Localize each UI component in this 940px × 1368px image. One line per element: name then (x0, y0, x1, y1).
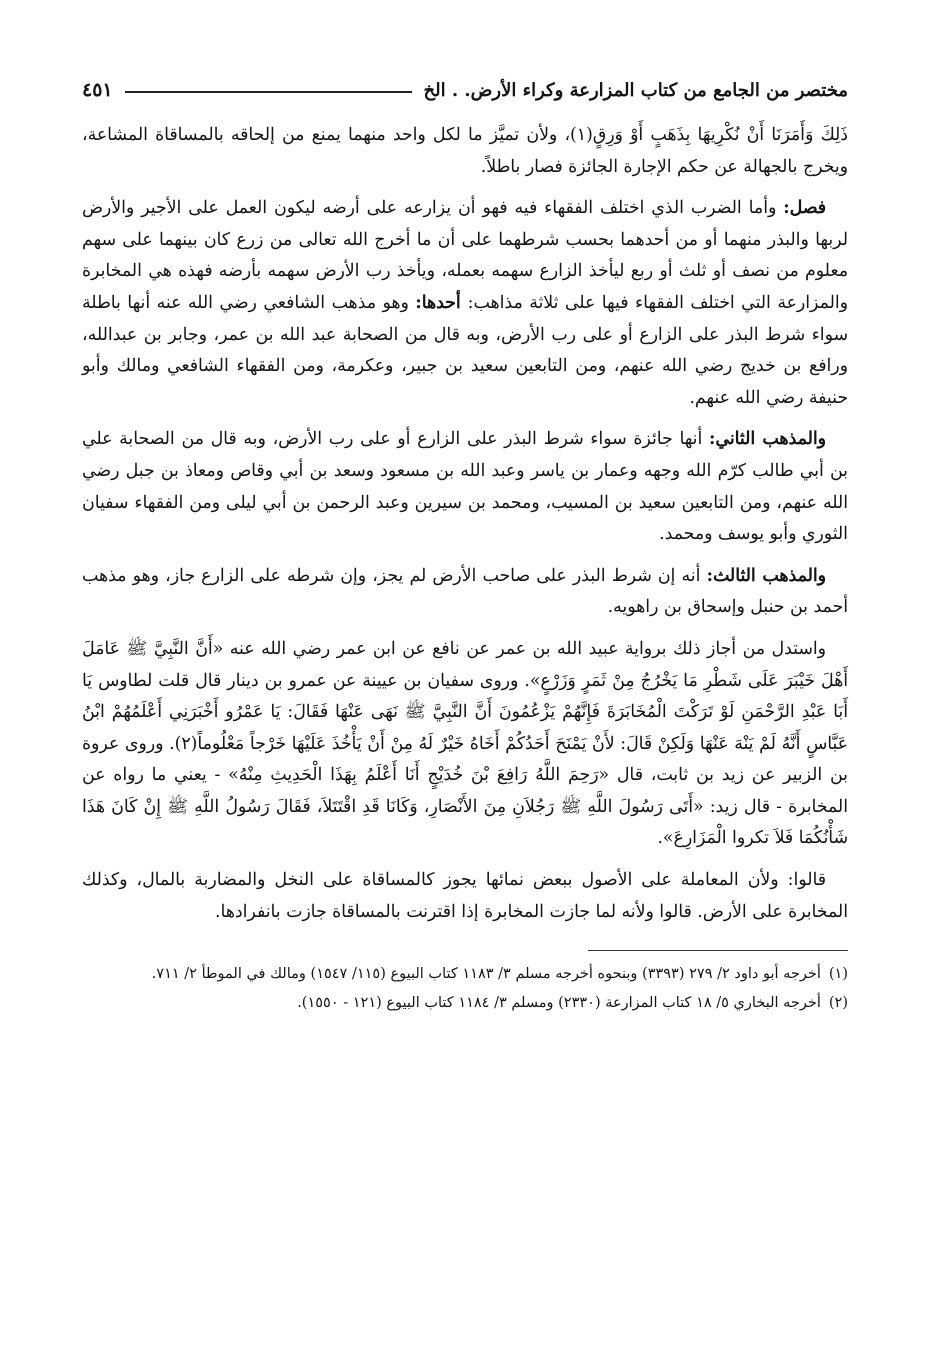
page-number: ٤٥١ (82, 79, 113, 101)
paragraph-3-text: أنها جائزة سواء شرط البذر على الزارع أو على رب الأرض، وبه قال من الصحابة علي بن أبي طالب كرّم الله وجهه وعمار بن ياسر وعبد الله بن مسعود وسعد بن أبي وقاص ومعاذ بن جبل رضي الله عنهم، ومن التابعين سعيد بن المسيب، ومحمد بن سيرين وعبد الرحمن بن أبي ليلى ومن الفقهاء سفيان الثوري وأبو يوسف ومحمد. (82, 429, 848, 545)
paragraph-4 (82, 561, 848, 624)
paragraph-2-end: وهو مذهب الشافعي رضي الله عنه أنها باطلة سواء شرط البذر على الزارع أو على رب الأرض، وبه قال من الصحابة عبد الله بن عمر، وجابر بن عبدالله، ورافع بن خديج رضي الله عنهم، ومن التابعين سعيد بن جبير، وعكرمة، ومن الفقهاء الشافعي ومالك وأبو حنيفة رضي الله عنهم. (82, 292, 848, 408)
section-heading-fasl: فصل: (783, 198, 826, 219)
footnote-number: (١) (828, 966, 848, 983)
paragraph-2 (82, 193, 848, 414)
header-rule (125, 91, 412, 93)
first-opinion-label: أحدها: (415, 292, 468, 313)
paragraph-1: ذَلِكَ وَأَمَرَنَا أَنْ نُكْرِيهَا بِذَهَبٍ أَوْ وَرِقٍ(١)، ولأن تميَّز ما لكل واحد منهما يمنع من إلحاقه بالمساقاة المشاعة، ويخرج بالجهالة عن حكم الإجارة الجائزة فصار باطلاً. (82, 125, 848, 177)
paragraph-4-text: أنه إن شرط البذر على صاحب الأرض لم يجز، وإن شرطه على الزارع جاز، وهو مذهب أحمد بن حنبل وإسحاق بن راهويه. (82, 565, 848, 618)
footnotes (82, 961, 848, 1017)
footnote-text: أخرجه البخاري ٥/ ١٨ كتاب المزارعة (٢٣٣٠) ومسلم ٣/ ١١٨٤ كتاب البيوع (١٢١ - ١٥٥٠). (297, 995, 821, 1012)
main-text (82, 120, 848, 928)
paragraph-3 (82, 424, 848, 550)
paragraph-6: قالوا: ولأن المعاملة على الأصول ببعض نمائها يجوز كالمساقاة على النخل والمضاربة بالمال، وكذلك المخابرة على الأرض. قالوا ولأنه لما جازت المخابرة إذا اقترنت بالمساقاة جازت بانفرادها. (82, 870, 848, 922)
second-opinion-label: والمذهب الثاني: (709, 429, 826, 450)
footnote-2 (82, 990, 848, 1017)
running-title: مختصر من الجامع من كتاب المزارعة وكراء الأرض. . الخ (423, 79, 848, 101)
footnote-text: أخرجه أبو داود ٢/ ٢٧٩ (٣٣٩٣) وبنحوه أخرجه مسلم ٣/ ١١٨٣ كتاب البيوع (١١٥/ ١٥٤٧) ومالك في الموطأ ٢/ ٧١١. (151, 966, 821, 983)
footnote-rule (588, 950, 848, 951)
footnote-1 (82, 961, 848, 988)
paragraph-2-text: وأما الضرب الذي اختلف الفقهاء فيه فهو أن يزارعه على أرضه ليكون العمل على الأجير والأرض لربها والبذر منهما أو من أحدهما بحسب شرطهما على أن ما أخرج الله تعالى من زرع كان بينهما على سهم معلوم من نصف أو ثلث أو ربع ليأخذ الزارع سهمه بعمله، ويأخذ رب الأرض سهمه بأرضه فهذه هي المخابرة والمزارعة التي اختلف الفقهاء فيها على ثلاثة مذاهب: (82, 198, 848, 313)
page-header (82, 70, 848, 110)
footnote-number: (٢) (828, 995, 848, 1012)
third-opinion-label: والمذهب الثالث: (706, 565, 826, 586)
paragraph-5: واستدل من أجاز ذلك برواية عبيد الله بن عمر عن نافع عن ابن عمر رضي الله عنه «أَنَّ النَّبِيَّ ﷺ عَامَلَ أَهْلَ خَيْبَرَ عَلَى شَطْرِ مَا يَخْرُجُ مِنْ ثَمَرٍ وَزَرْعٍ». وروى سفيان بن عيينة عن عمرو بن دينار قال قلت لطاوس يَا أَبَا عَبْدِ الرَّحْمَنِ لَوْ تَرَكْتَ الْمُخَابَرَةَ فَإِنَّهُمْ يَزْعُمُونَ أَنَّ النَّبِيَّ ﷺ نَهَى عَنْهَا فَقَالَ: يَا عَمْرُو أَخْبَرَنِي أَعْلَمُهُمْ ابْنُ عَبَّاسٍ أَنَّهُ لَمْ يَنْهَ عَنْهَا وَلَكِنْ قَالَ: لأَنْ يَمْنَحَ أَحَدُكُمْ أَخَاهُ خَيْرٌ لَهُ مِنْ أَنْ يَأْخُذَ عَلَيْهَا خَرْجاً مَعْلُوماً(٢). وروى عروة بن الزبير عن زيد بن ثابت، قال «رَحِمَ اللَّهُ رَافِعَ بْنَ خُدَيْجٍ أَنَا أَعْلَمُ بِهَذَا الْحَدِيثِ مِنْهُ» - يعني ما رواه عن المخابرة - قال زيد: «أَتَى رَسُولَ اللَّهِ ﷺ رَجُلاَنِ مِنَ الأَنْصَارِ، وَكَانَا قَدِ اقْتَتَلاَ، فَقَالَ رَسُولُ اللَّهِ ﷺ إِنْ كَانَ هَذَا شَأْنُكُمَا فَلاَ تكروا الْمَزَارِعَ». (82, 638, 848, 849)
